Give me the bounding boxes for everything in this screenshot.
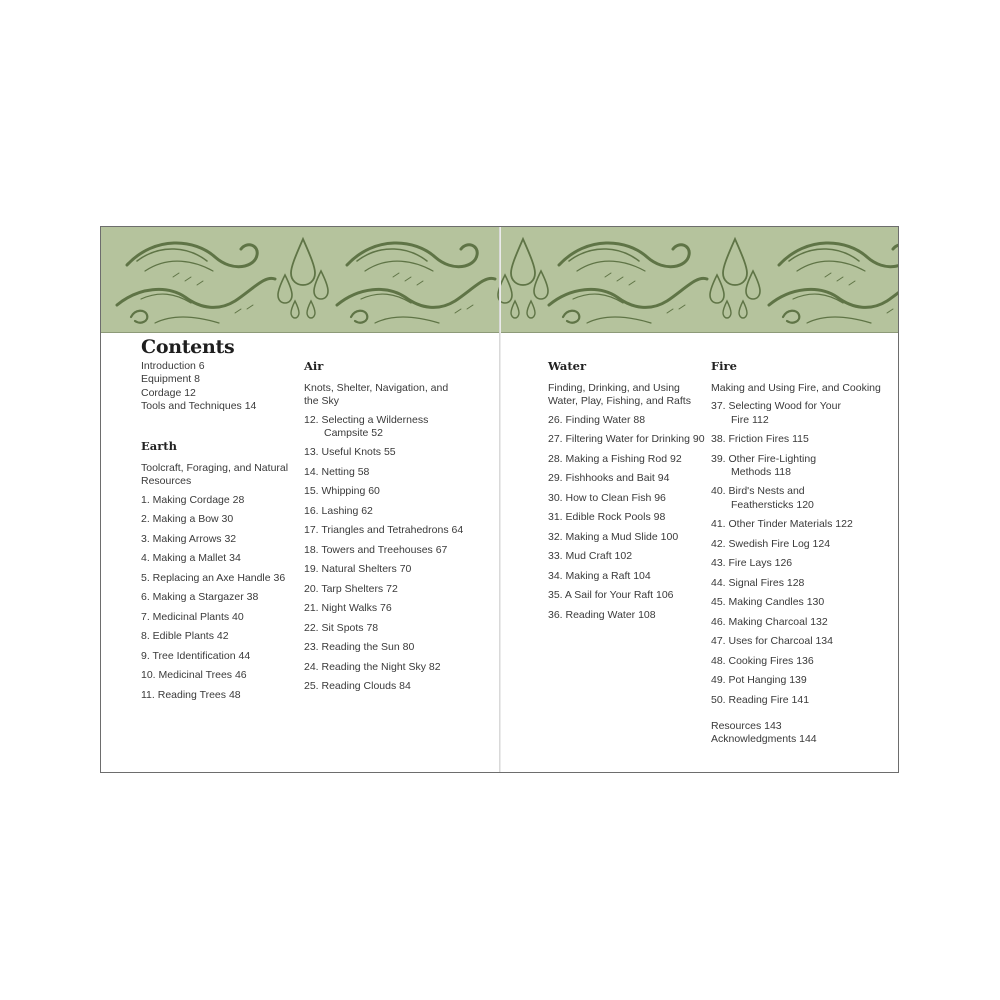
toc-entry: 29. Fishhooks and Bait 94 — [548, 472, 670, 485]
toc-entry — [711, 453, 883, 479]
section-subtitle-fire: Making and Using Fire, and Cooking — [711, 382, 881, 395]
toc-entry: 10. Medicinal Trees 46 — [141, 669, 247, 682]
section-heading-water: Water — [548, 359, 587, 373]
section-heading-earth: Earth — [141, 439, 177, 454]
toc-entry: 46. Making Charcoal 132 — [711, 615, 828, 628]
toc-entry: 43. Fire Lays 126 — [711, 557, 793, 570]
toc-entry: 31. Edible Rock Pools 98 — [548, 511, 666, 524]
toc-entry-line: 40. Bird's Nests and — [711, 485, 805, 498]
section-subtitle-air: Knots, Shelter, Navigation, and the Sky — [304, 382, 449, 408]
toc-entry: 17. Triangles and Tetrahedrons 64 — [304, 524, 464, 537]
toc-entry: 28. Making a Fishing Rod 92 — [548, 452, 682, 465]
toc-entry: 18. Towers and Treehouses 67 — [304, 543, 448, 556]
toc-entry: 13. Useful Knots 55 — [304, 446, 396, 459]
toc-entry: 33. Mud Craft 102 — [548, 550, 633, 563]
fire-entry-list — [711, 400, 883, 706]
toc-entry — [711, 485, 883, 511]
toc-entry: 30. How to Clean Fish 96 — [548, 491, 666, 504]
back-matter-item: Acknowledgments 144 — [711, 733, 817, 746]
toc-entry: 47. Uses for Charcoal 134 — [711, 635, 833, 648]
column-fire — [711, 360, 883, 746]
column-air — [304, 360, 464, 700]
front-matter-item: Tools and Techniques 14 — [141, 399, 257, 412]
toc-entry: 42. Swedish Fire Log 124 — [711, 537, 831, 550]
toc-entry-line: 12. Selecting a Wilderness — [304, 413, 429, 426]
toc-entry: 35. A Sail for Your Raft 106 — [548, 589, 674, 602]
section-heading-air: Air — [304, 359, 324, 373]
toc-entry: 45. Making Candles 130 — [711, 596, 825, 609]
toc-entry-line: Methods 118 — [731, 465, 791, 478]
toc-entry: 36. Reading Water 108 — [548, 608, 656, 621]
toc-entry: 22. Sit Spots 78 — [304, 621, 379, 634]
toc-entry-line: 39. Other Fire-Lighting — [711, 452, 817, 465]
toc-entry: 11. Reading Trees 48 — [141, 688, 241, 701]
column-contents-earth — [141, 336, 291, 708]
toc-entry: 3. Making Arrows 32 — [141, 532, 237, 545]
toc-entry: 21. Night Walks 76 — [304, 602, 392, 615]
section-heading-fire: Fire — [711, 359, 737, 373]
toc-entry-line: Campsite 52 — [324, 426, 383, 439]
toc-entry: 6. Making a Stargazer 38 — [141, 591, 259, 604]
toc-entry: 23. Reading the Sun 80 — [304, 641, 415, 654]
back-matter-item: Resources 143 — [711, 720, 782, 733]
toc-entry — [304, 414, 464, 440]
toc-entry — [711, 400, 883, 426]
toc-entry: 24. Reading the Night Sky 82 — [304, 660, 441, 673]
column-water — [548, 360, 706, 628]
toc-entry: 5. Replacing an Axe Handle 36 — [141, 571, 286, 584]
toc-entry: 41. Other Tinder Materials 122 — [711, 518, 853, 531]
front-matter-item: Introduction 6 — [141, 360, 205, 373]
book-spread — [100, 226, 899, 773]
toc-entry: 19. Natural Shelters 70 — [304, 563, 412, 576]
back-matter-list — [711, 720, 883, 746]
front-matter-item: Equipment 8 — [141, 373, 200, 386]
toc-entry: 44. Signal Fires 128 — [711, 576, 805, 589]
toc-entry: 15. Whipping 60 — [304, 485, 380, 498]
water-entry-list — [548, 414, 706, 622]
air-entry-list — [304, 414, 464, 694]
toc-entry: 1. Making Cordage 28 — [141, 493, 245, 506]
page-gutter — [499, 227, 501, 772]
toc-entry: 14. Netting 58 — [304, 465, 370, 478]
toc-entry: 4. Making a Mallet 34 — [141, 552, 241, 565]
toc-entry: 20. Tarp Shelters 72 — [304, 582, 398, 595]
toc-entry: 49. Pot Hanging 139 — [711, 674, 807, 687]
earth-entry-list — [141, 494, 291, 702]
front-matter-item: Cordage 12 — [141, 386, 196, 399]
toc-entry: 50. Reading Fire 141 — [711, 693, 810, 706]
toc-entry: 25. Reading Clouds 84 — [304, 680, 411, 693]
section-subtitle-earth: Toolcraft, Foraging, and Natural Resources — [141, 462, 289, 488]
toc-entry: 34. Making a Raft 104 — [548, 569, 651, 582]
toc-entry-line: Fire 112 — [731, 413, 769, 426]
toc-entry: 16. Lashing 62 — [304, 504, 373, 517]
toc-entry: 38. Friction Fires 115 — [711, 433, 809, 446]
toc-entry: 7. Medicinal Plants 40 — [141, 610, 244, 623]
toc-entry: 2. Making a Bow 30 — [141, 513, 234, 526]
toc-entry: 8. Edible Plants 42 — [141, 630, 229, 643]
toc-entry-line: 37. Selecting Wood for Your — [711, 400, 841, 413]
section-subtitle-water: Finding, Drinking, and Using Water, Play, Fishing, and Rafts — [548, 382, 691, 408]
toc-entry: 9. Tree Identification 44 — [141, 649, 251, 662]
toc-entry: 26. Finding Water 88 — [548, 413, 646, 426]
toc-entry: 27. Filtering Water for Drinking 90 — [548, 433, 705, 446]
toc-entry: 48. Cooking Fires 136 — [711, 654, 814, 667]
page-title: Contents — [141, 336, 235, 358]
front-matter-list — [141, 360, 291, 413]
toc-entry-line: Feathersticks 120 — [731, 498, 814, 511]
toc-entry: 32. Making a Mud Slide 100 — [548, 530, 679, 543]
